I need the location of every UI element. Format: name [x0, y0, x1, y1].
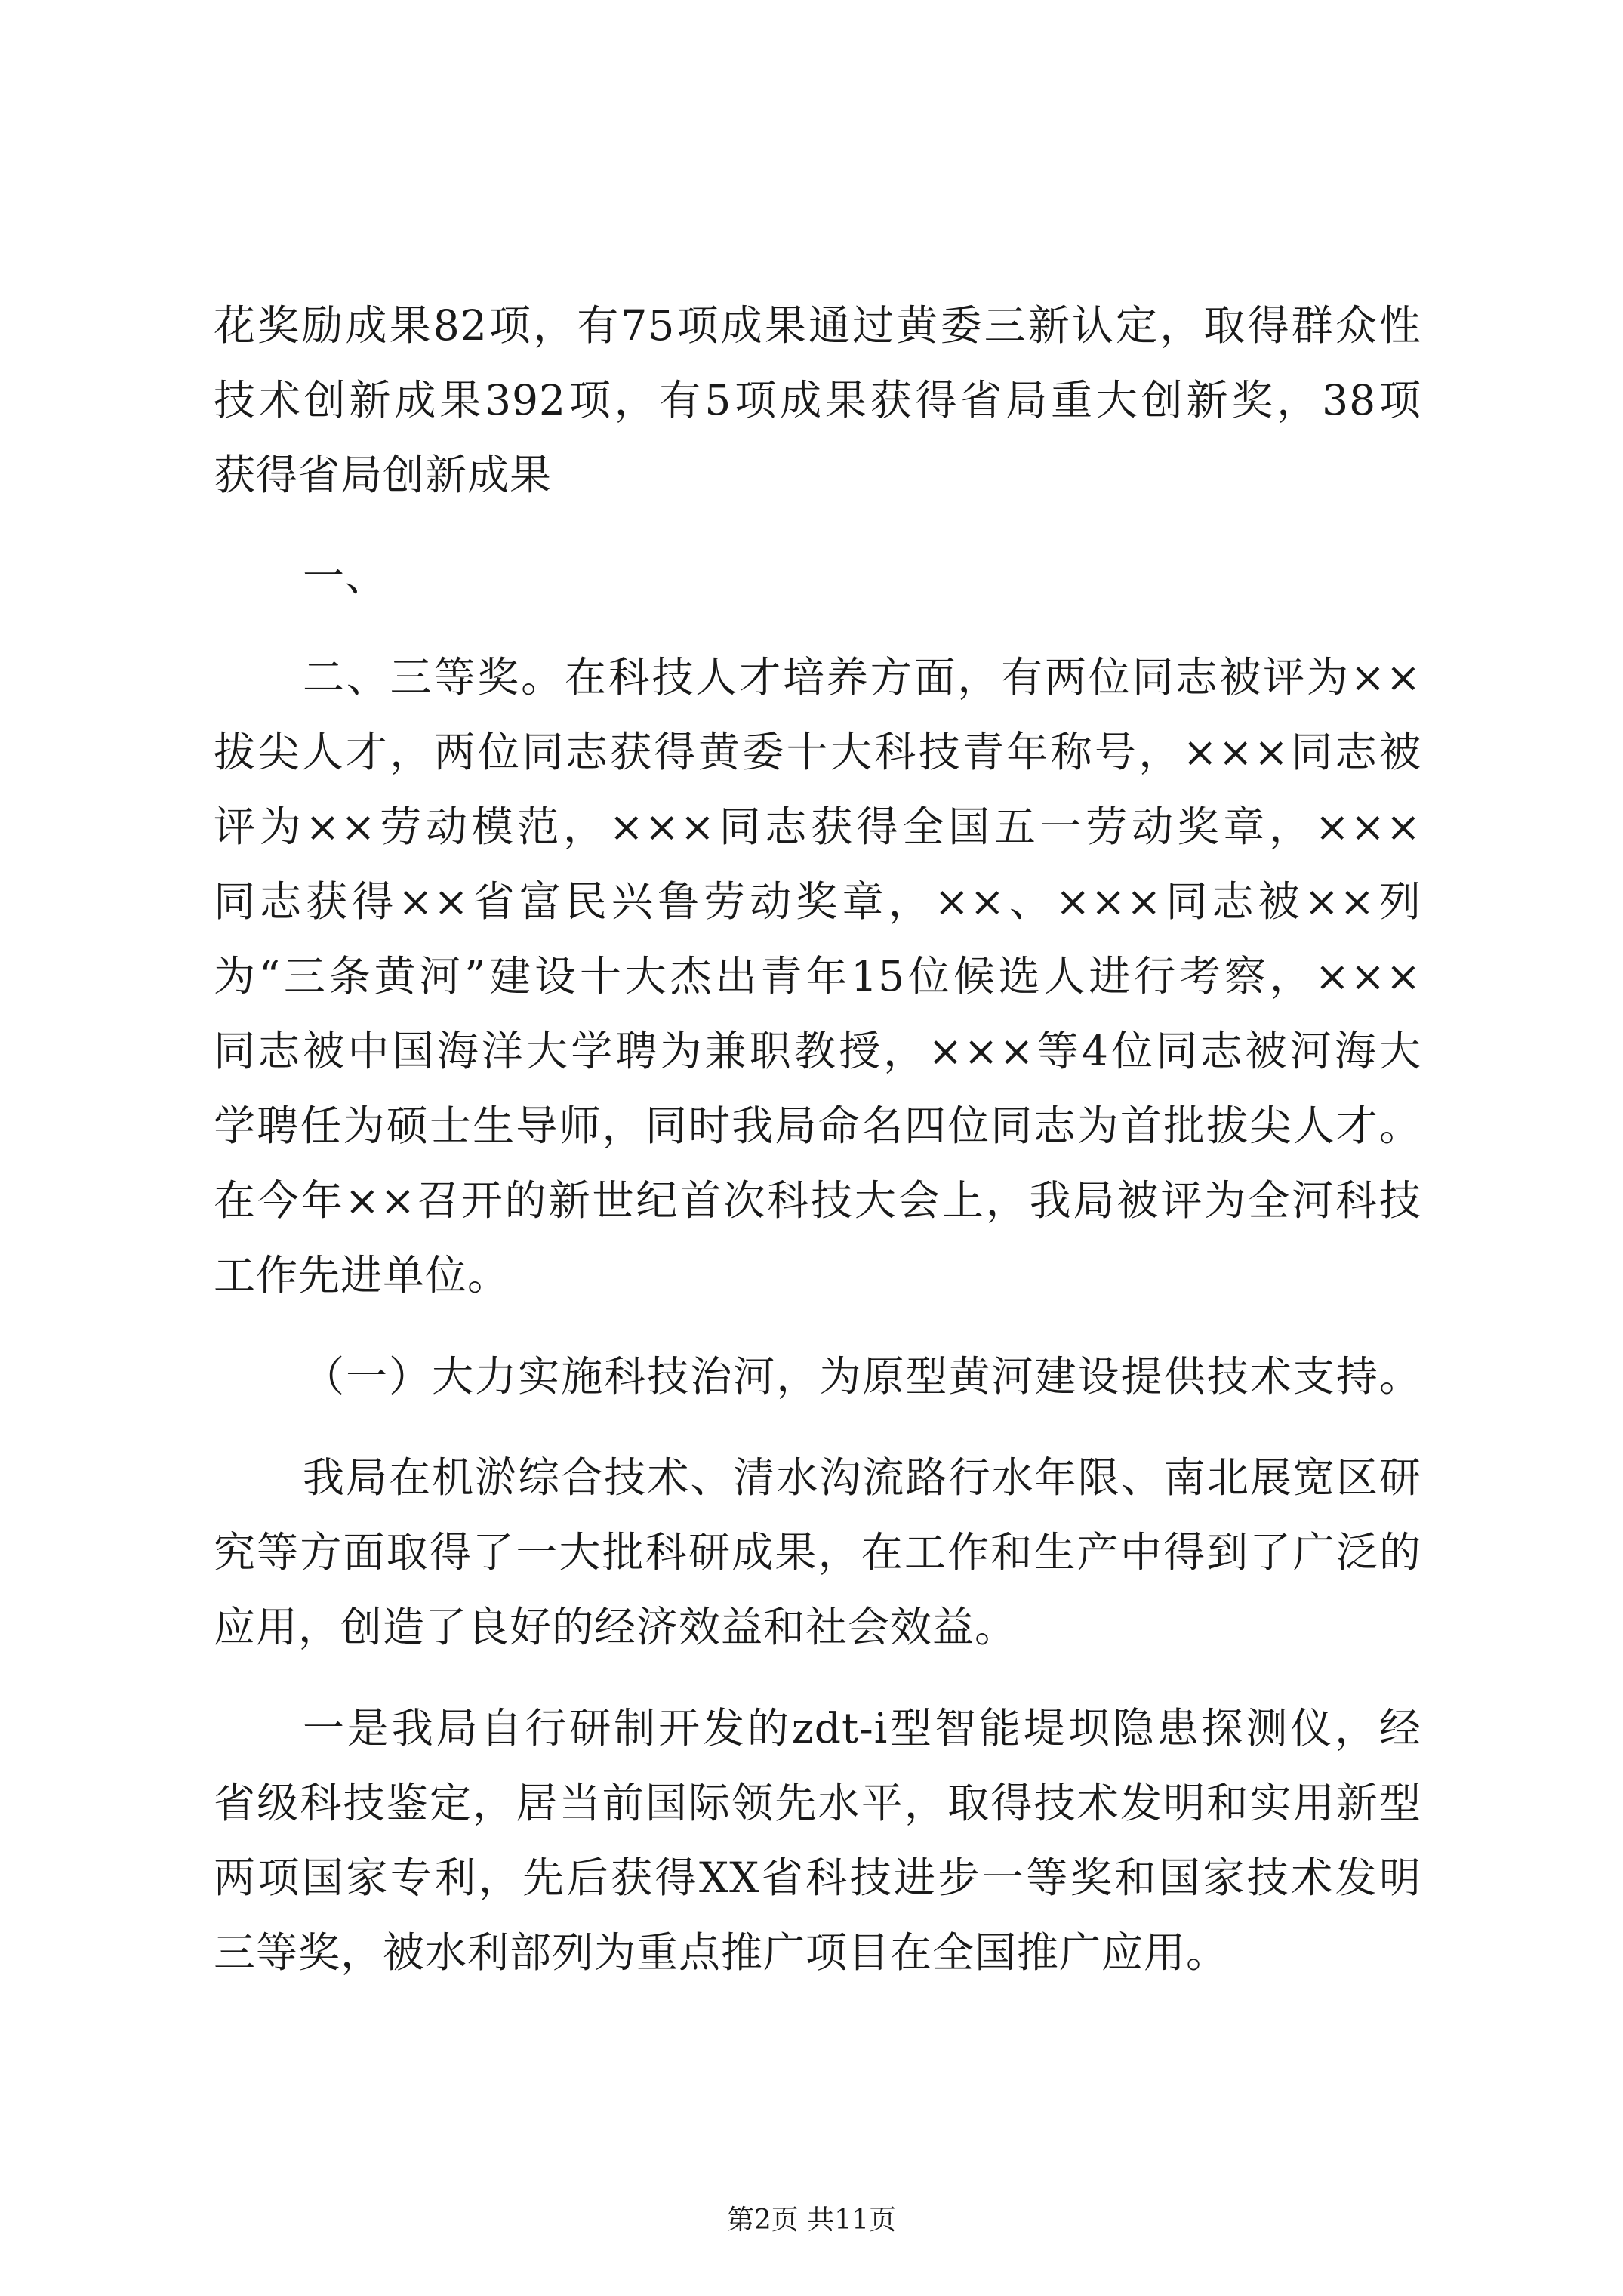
paragraph-gap [214, 614, 1421, 640]
text-line: 拔尖人才，两位同志获得黄委十大科技青年称号，×××同志被 [214, 728, 1421, 776]
text-line: 花奖励成果82项，有75项成果通过黄委三新认定，取得群众性 [214, 301, 1421, 350]
paragraph-gap [214, 1313, 1421, 1339]
section-heading: （一）大力实施科技治河，为原型黄河建设提供技术支持。 [303, 1352, 1421, 1401]
page-number: 第2页 共11页 [726, 2205, 897, 2236]
text-line: 在今年××召开的新世纪首次科技大会上，我局被评为全河科技 [214, 1176, 1421, 1225]
text-line: 我局在机淤综合技术、清水沟流路行水年限、南北展宽区研 [303, 1453, 1421, 1502]
text-line: 应用，创造了良好的经济效益和社会效益。 [214, 1603, 1018, 1651]
text-line: 同志被中国海洋大学聘为兼职教授，×××等4位同志被河海大 [214, 1027, 1421, 1075]
text-line: 技术创新成果392项，有5项成果获得省局重大创新奖，38项 [214, 376, 1421, 424]
text-line: 二、三等奖。在科技人才培养方面，有两位同志被评为×× [303, 653, 1421, 701]
text-line: 工作先进单位。 [214, 1251, 510, 1299]
text-line: 究等方面取得了一大批科研成果，在工作和生产中得到了广泛的 [214, 1528, 1421, 1576]
text-line: 学聘任为硕士生导师，同时我局命名四位同志为首批拔尖人才。 [214, 1102, 1421, 1150]
text-line: 同志获得××省富民兴鲁劳动奖章，××、×××同志被××列 [214, 877, 1421, 926]
text-line: 省级科技鉴定，居当前国际领先水平，取得技术发明和实用新型 [214, 1779, 1421, 1827]
text-line: 评为××劳动模范，×××同志获得全国五一劳动奖章，××× [214, 803, 1421, 851]
text-line: 获得省局创新成果 [214, 451, 553, 499]
text-line: 两项国家专利，先后获得XX省科技进步一等奖和国家技术发明 [214, 1854, 1421, 1902]
paragraph-gap [214, 513, 1421, 539]
paragraph-gap [214, 1414, 1421, 1441]
section-heading: 一、 [303, 552, 388, 600]
paragraph-gap [214, 1665, 1421, 1691]
text-line: 一是我局自行研制开发的zdt-i型智能堤坝隐患探测仪，经 [303, 1704, 1421, 1752]
text-line: 为“三条黄河”建设十大杰出青年15位候选人进行考察，××× [214, 952, 1421, 1000]
text-line: 三等奖，被水利部列为重点推广项目在全国推广应用。 [214, 1928, 1229, 1977]
document-body [214, 288, 1421, 1990]
